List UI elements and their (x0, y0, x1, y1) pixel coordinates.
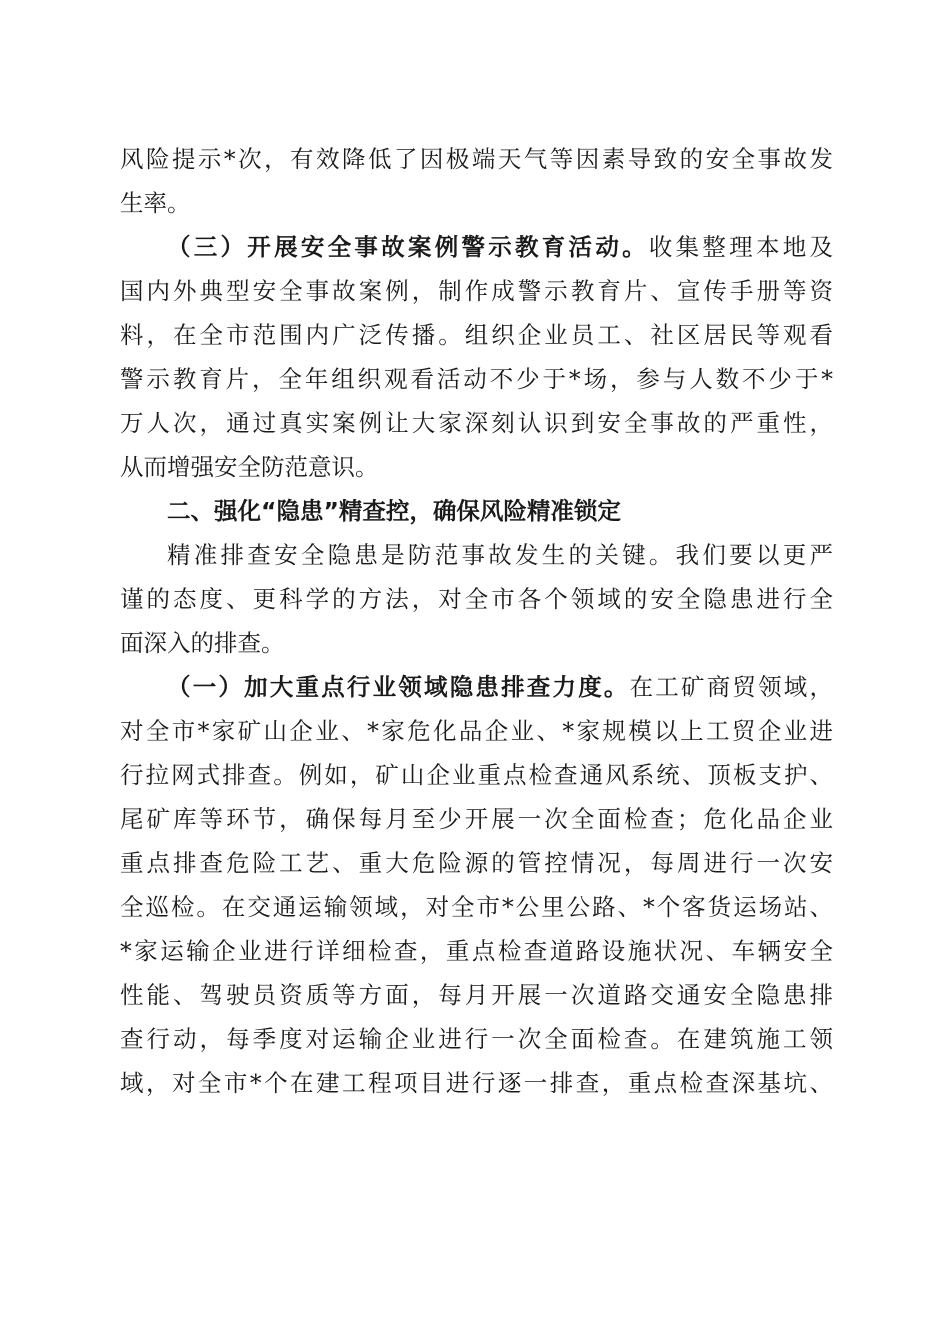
body-text-line: 查行动，每季度对运输企业进行一次全面检查。在建筑施工领 (120, 1025, 833, 1053)
body-text-line: 风险提示*次，有效降低了因极端天气等因素导致的安全事故发 (120, 145, 833, 173)
section-heading: 二、强化“隐患”精查控，确保风险精准锁定 (167, 497, 621, 525)
body-text-line: 域，对全市*个在建工程项目进行逐一排查，重点检查深基坑、 (120, 1069, 833, 1097)
body-text-line: 重点排查危险工艺、重大危险源的管控情况，每周进行一次安 (120, 849, 833, 877)
body-text-line: 面深入的排查。 (120, 629, 285, 657)
body-text-line: 性能、驾驶员资质等方面，每月开展一次道路交通安全隐患排 (120, 981, 833, 1009)
body-text: 在工矿商贸领域， (629, 673, 834, 701)
body-text-line: 尾矿库等环节，确保每月至少开展一次全面检查；危化品企业 (120, 805, 833, 833)
body-text-line: 行拉网式排查。例如，矿山企业重点检查通风系统、顶板支护、 (120, 761, 833, 789)
body-text-line: 从而增强安全防范意识。 (120, 453, 379, 481)
subsection-heading: （一）加大重点行业领域隐患排查力度。 (167, 673, 630, 701)
document-page (120, 137, 833, 1105)
body-text-line: 料，在全市范围内广泛传播。组织企业员工、社区居民等观看 (120, 321, 833, 349)
subsection-first-line (120, 225, 833, 269)
subsection-first-line (120, 665, 833, 709)
subsection-heading: （三）开展安全事故案例警示教育活动。 (167, 233, 649, 261)
body-text-line: 万人次，通过真实案例让大家深刻认识到安全事故的严重性， (120, 409, 833, 437)
body-text-line: 生率。 (120, 189, 191, 217)
body-text-line: 精准排查安全隐患是防范事故发生的关键。我们要以更严 (167, 541, 833, 569)
body-text-line: *家运输企业进行详细检查，重点检查道路设施状况、车辆安全 (120, 937, 833, 965)
body-text-line: 国内外典型安全事故案例，制作成警示教育片、宣传手册等资 (120, 277, 833, 305)
body-text-line: 警示教育片，全年组织观看活动不少于*场，参与人数不少于* (120, 365, 833, 393)
body-text-line: 对全市*家矿山企业、*家危化品企业、*家规模以上工贸企业进 (120, 717, 833, 745)
body-text: 收集整理本地及 (648, 233, 833, 261)
body-text-line: 谨的态度、更科学的方法，对全市各个领域的安全隐患进行全 (120, 585, 833, 613)
body-text-line: 全巡检。在交通运输领域，对全市*公里公路、*个客货运场站、 (120, 893, 833, 921)
